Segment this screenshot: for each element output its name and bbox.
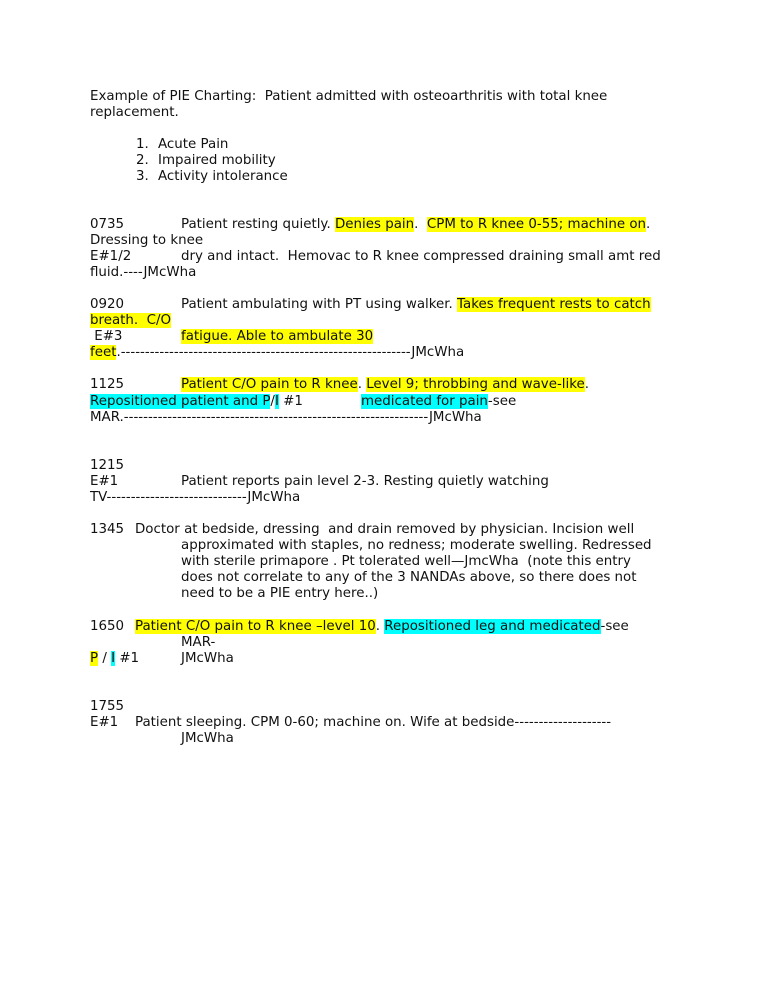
list-item [136, 169, 288, 185]
list-number: 2. [136, 153, 149, 168]
entry-time: 1755 [90, 699, 125, 714]
highlight-yellow: breath. C/O [90, 313, 172, 328]
document-title: Example of PIE Charting: Patient admitted with osteoarthritis with total knee [90, 89, 608, 104]
entry-text: dry and intact. Hemovac to R knee compressed draining small amt red [181, 249, 661, 264]
list-text: Impaired mobility [158, 153, 276, 168]
highlight-yellow: feet [90, 345, 117, 360]
entry-text: Patient resting quietly. Denies pain. CPM to R knee 0-55; machine on. [181, 217, 651, 232]
evaluation-tag: E#1/2 [90, 249, 132, 264]
highlight-yellow: CPM to R knee 0-55; machine on [426, 217, 647, 232]
signature: JMcWha [181, 651, 234, 666]
entry-text: Patient sleeping. CPM 0-60; machine on. Wife at bedside-------------------- [135, 715, 612, 730]
entry-time: 0920 [90, 297, 125, 312]
entry-text: MAR.---------------------------------------------------------------JMcWha [90, 410, 482, 425]
entry-text: medicated for pain-see [361, 394, 517, 409]
signature: JMcWha [181, 731, 234, 746]
entry-text: Patient C/O pain to R knee –level 10. Repositioned leg and medicated-see [135, 619, 629, 634]
entry-time: 1125 [90, 377, 125, 392]
entry-text: Patient reports pain level 2-3. Resting quietly watching [181, 474, 549, 489]
entry-text: Dressing to knee [90, 233, 204, 248]
entry-text: Doctor at bedside, dressing and drain removed by physician. Incision well [135, 522, 635, 537]
highlight-yellow: fatigue. Able to ambulate 30 [181, 329, 374, 344]
highlight-cyan: medicated for pain [361, 394, 488, 409]
entry-time: 1650 [90, 619, 125, 634]
entry-text: does not correlate to any of the 3 NANDAs above, so there does not [181, 570, 637, 585]
entry-text: fluid.----JMcWha [90, 265, 197, 280]
evaluation-tag: E#1 [90, 715, 119, 730]
highlight-yellow: Level 9; throbbing and wave-like [366, 377, 585, 392]
document-title-cont: replacement. [90, 105, 179, 120]
list-number: 1. [136, 137, 149, 152]
highlight-cyan: I [274, 394, 279, 409]
list-item [136, 137, 229, 153]
entry-time: 0735 [90, 217, 125, 232]
entry-text: Patient C/O pain to R knee. Level 9; throbbing and wave-like. [181, 377, 590, 392]
entry-text: MAR- [181, 635, 216, 650]
entry-text [181, 329, 373, 345]
list-text: Activity intolerance [158, 169, 288, 184]
entry-text: need to be a PIE entry here..) [181, 586, 379, 601]
highlight-cyan: I [111, 651, 116, 666]
list-number: 3. [136, 169, 149, 184]
highlight-yellow: Takes frequent rests to catch [457, 297, 651, 312]
entry-text: feet.------------------------------------------------------------JMcWha [90, 345, 465, 360]
list-text: Acute Pain [158, 137, 229, 152]
entry-time: 1215 [90, 458, 125, 473]
entry-text: approximated with staples, no redness; moderate swelling. Redressed [181, 538, 652, 553]
highlight-yellow: Patient C/O pain to R knee –level 10 [135, 619, 376, 634]
pie-tag: P / I #1 [90, 651, 140, 666]
entry-text: TV-----------------------------JMcWha [90, 490, 301, 505]
entry-text: Repositioned patient and P/I #1 [90, 394, 303, 409]
highlight-cyan: Repositioned leg and medicated [384, 619, 601, 634]
list-item [136, 153, 276, 169]
highlight-yellow: Denies pain [334, 217, 415, 232]
evaluation-tag: E#3 [90, 329, 123, 344]
highlight-cyan: Repositioned patient and P [90, 394, 271, 409]
entry-text [90, 313, 171, 329]
entry-text: with sterile primapore . Pt tolerated well—JmcWha (note this entry [181, 554, 631, 569]
evaluation-tag: E#1 [90, 474, 119, 489]
highlight-yellow: P [90, 651, 99, 666]
highlight-yellow: Patient C/O pain to R knee [181, 377, 358, 392]
entry-text: Patient ambulating with PT using walker. Takes frequent rests to catch [181, 297, 651, 312]
entry-time: 1345 [90, 522, 125, 537]
